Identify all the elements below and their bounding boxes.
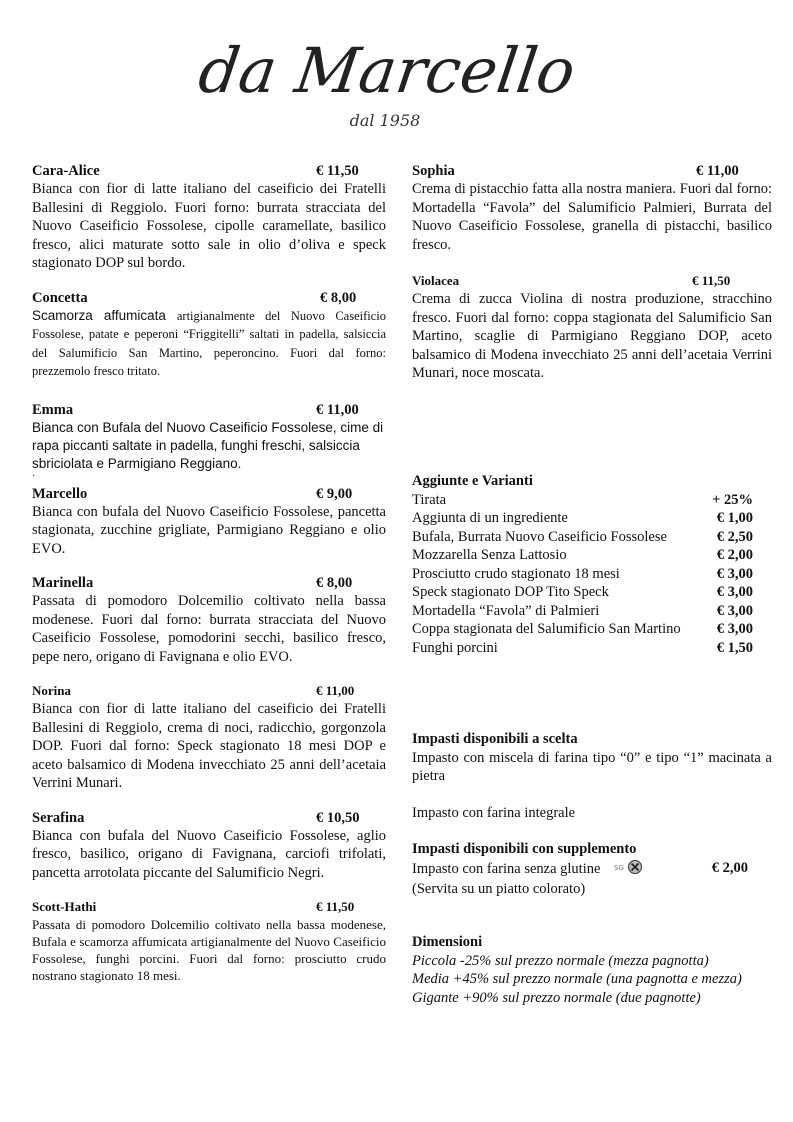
item-price: € 11,00 [316,683,355,698]
dimensioni-line: Gigante +90% sul prezzo normale (due pagnotte) [412,989,701,1006]
logo [0,0,793,150]
aggiunte-row [412,565,753,584]
row-price: € 3,00 [716,621,753,637]
impasti-line: Impasto con farina integrale [412,804,576,821]
menu-item-scott-hathi [32,898,386,984]
aggiunte-row [412,639,753,658]
impasti-line: Impasto con miscela di farina tipo “0” e tipo “1” macinata a pietra [412,749,772,784]
item-description: Bianca con bufala del Nuovo Caseificio Fossolese, pancetta stagionata, zucchine grigliate, Parmigiano Reggiano e olio EVO. [32,503,386,557]
aggiunte-row [412,509,753,528]
row-price: € 3,00 [716,602,753,619]
impasti-title: Impasti disponibili a scelta [412,731,578,747]
item-description: Bianca con fior di latte italiano del caseificio dei Fratelli Ballesini di Reggiolo. Fuori forno: burrata stracciata del Nuovo Caseificio Fossolese, cipolle caramellate, basilico fresco, alici maturate sotto sale in olio d’oliva e speck stagionato DOP sul bordo. [32,181,386,271]
row-price: € 2,50 [716,528,753,545]
row-label: Bufala, Burrata Nuovo Caseificio Fossolese [412,528,667,545]
supplemento-label-text: Impasto con farina senza glutine [412,860,601,877]
row-label: Tirata [412,491,447,508]
stray-dot: · [32,470,36,482]
row-price: € 3,00 [716,584,753,600]
right-column [412,162,772,1006]
item-description: Crema di pistacchio fatta alla nostra maniera. Fuori dal forno: Mortadella “Favola” del Salumificio Palmieri, Burrata del Nuovo Caseificio Fossolese, granella di pistacchi, basilico fresco. [412,181,772,253]
svg-text:SG: SG [614,863,624,872]
row-label: Funghi porcini [412,639,498,656]
item-description: Bianca con fior di latte italiano del caseificio dei Fratelli Ballesini di Reggiolo, crema di noci, radicchio, gorgonzola DOP. Fuori dal forno: Speck stagionato 18 mesi DOP e aceto balsamico di Modena invecchiato 25 anni dell’acetaia Verrini Munari. [32,701,386,791]
aggiunte-title: Aggiunte e Varianti [412,473,533,489]
aggiunte-row [412,583,753,602]
dimensioni-section [412,933,782,1007]
row-label: Coppa stagionata del Salumificio San Martino [412,621,681,637]
item-price: € 10,50 [316,809,360,826]
item-price: € 8,00 [320,289,357,306]
row-label: Mozzarella Senza Lattosio [412,547,567,563]
supplemento-label [412,859,644,881]
item-description: Passata di pomodoro Dolcemilio coltivato nella bassa modenese, Bufala e scamorza affumicata artigianalmente del Nuovo Caseificio Fossolese, funghi porcini. Fuori dal forno: prosciutto crudo nostrano stagionato 18 mesi. [32,917,386,983]
logo-name: da Marcello [194,34,580,107]
impasti-section [412,730,772,899]
row-price: + 25% [712,491,753,508]
item-name: Cara-Alice [32,163,100,179]
menu-item-norina [32,682,386,793]
left-column [32,162,386,1000]
aggiunte-section [412,472,753,657]
item-description-rest: artigianalmente del Nuovo Caseificio Fossolese, patate e peperoni “Friggitelli” saltati in padella, salsiccia del Salumificio San Martino, peperoncino. Fuori dal forno: prezzemolo fresco tritato. [32,308,386,378]
aggiunte-row [412,546,753,565]
supplemento-note: (Servita su un piatto colorato) [412,881,586,897]
item-name: Emma [32,401,74,418]
item-name: Marcello [32,485,88,502]
dimensioni-title: Dimensioni [412,934,483,950]
menu-item-emma [32,401,386,481]
item-price: € 8,00 [316,575,353,591]
item-price: € 11,00 [316,401,359,418]
gluten-free-icon [614,859,644,881]
dimensioni-line: Media +45% sul prezzo normale (una pagnotta e mezza) [412,971,742,987]
item-price: € 11,00 [696,163,739,179]
item-name: Sophia [412,163,455,179]
row-label: Aggiunta di un ingrediente [412,510,568,526]
row-price: € 2,00 [716,547,753,563]
menu-item-concetta [32,289,386,381]
item-description: Passata di pomodoro Dolcemilio coltivato nella bassa modenese. Fuori dal forno: burrata stracciata del Nuovo Caseificio Fossolese, pomodorini secchi, basilico fresco, pepe nero, origano di Favignana e olio EVO. [32,593,386,665]
row-label: Prosciutto crudo stagionato 18 mesi [412,565,620,582]
item-description: Bianca con bufala del Nuovo Caseificio Fossolese, aglio fresco, basilico, origano di Favignana, carciofi trifolati, pancetta arrotolata piccante del Salumificio Negri. [32,827,386,881]
item-name: Concetta [32,289,88,306]
row-label: Mortadella “Favola” di Palmieri [412,602,600,619]
aggiunte-row [412,528,753,547]
item-name: Serafina [32,809,85,826]
logo-since: dal 1958 [349,111,421,130]
row-price: € 3,00 [716,565,753,582]
aggiunte-row [412,620,753,639]
item-price: € 11,50 [692,273,731,288]
item-name: Norina [32,683,71,698]
menu-item-marcello [32,485,386,559]
dimensioni-line: Piccola -25% sul prezzo normale (mezza pagnotta) [412,952,709,969]
row-label: Speck stagionato DOP Tito Speck [412,584,609,600]
item-price: € 11,50 [316,899,355,914]
menu-item-serafina [32,809,386,883]
item-description [32,307,386,381]
row-price: € 1,00 [716,510,753,526]
menu-item-marinella [32,574,386,666]
item-description-lead: Scamorza affumicata [32,307,166,323]
menu-item-sophia [412,162,772,254]
supplemento-title: Impasti disponibili con supplemento [412,841,637,857]
menu-item-cara-alice [32,162,386,273]
item-name: Violacea [412,273,460,288]
row-price: € 1,50 [716,639,753,656]
item-price: € 11,50 [316,163,359,179]
supplemento-row [412,859,748,881]
item-description: Crema di zucca Violina di nostra produzione, stracchino fresco. Fuori dal forno: coppa stagionata del Salumificio San Martino, scaglie di Parmigiano Reggiano DOP, aceto balsamico di Modena invecchiato 25 anni dell’acetaia Verrini Munari, noce moscata. [412,291,772,381]
item-price: € 9,00 [316,485,353,502]
item-name: Marinella [32,575,94,591]
supplemento-price: € 2,00 [711,859,748,876]
menu-item-violacea [412,272,772,383]
item-description: Bianca con Bufala del Nuovo Caseificio Fossolese, cime di rapa piccanti saltate in padella, funghi freschi, salsiccia sbriciolata e Parmigiano Reggiano. [32,419,384,471]
aggiunte-row [412,602,753,621]
aggiunte-row [412,491,753,510]
item-name: Scott-Hathi [32,899,97,914]
